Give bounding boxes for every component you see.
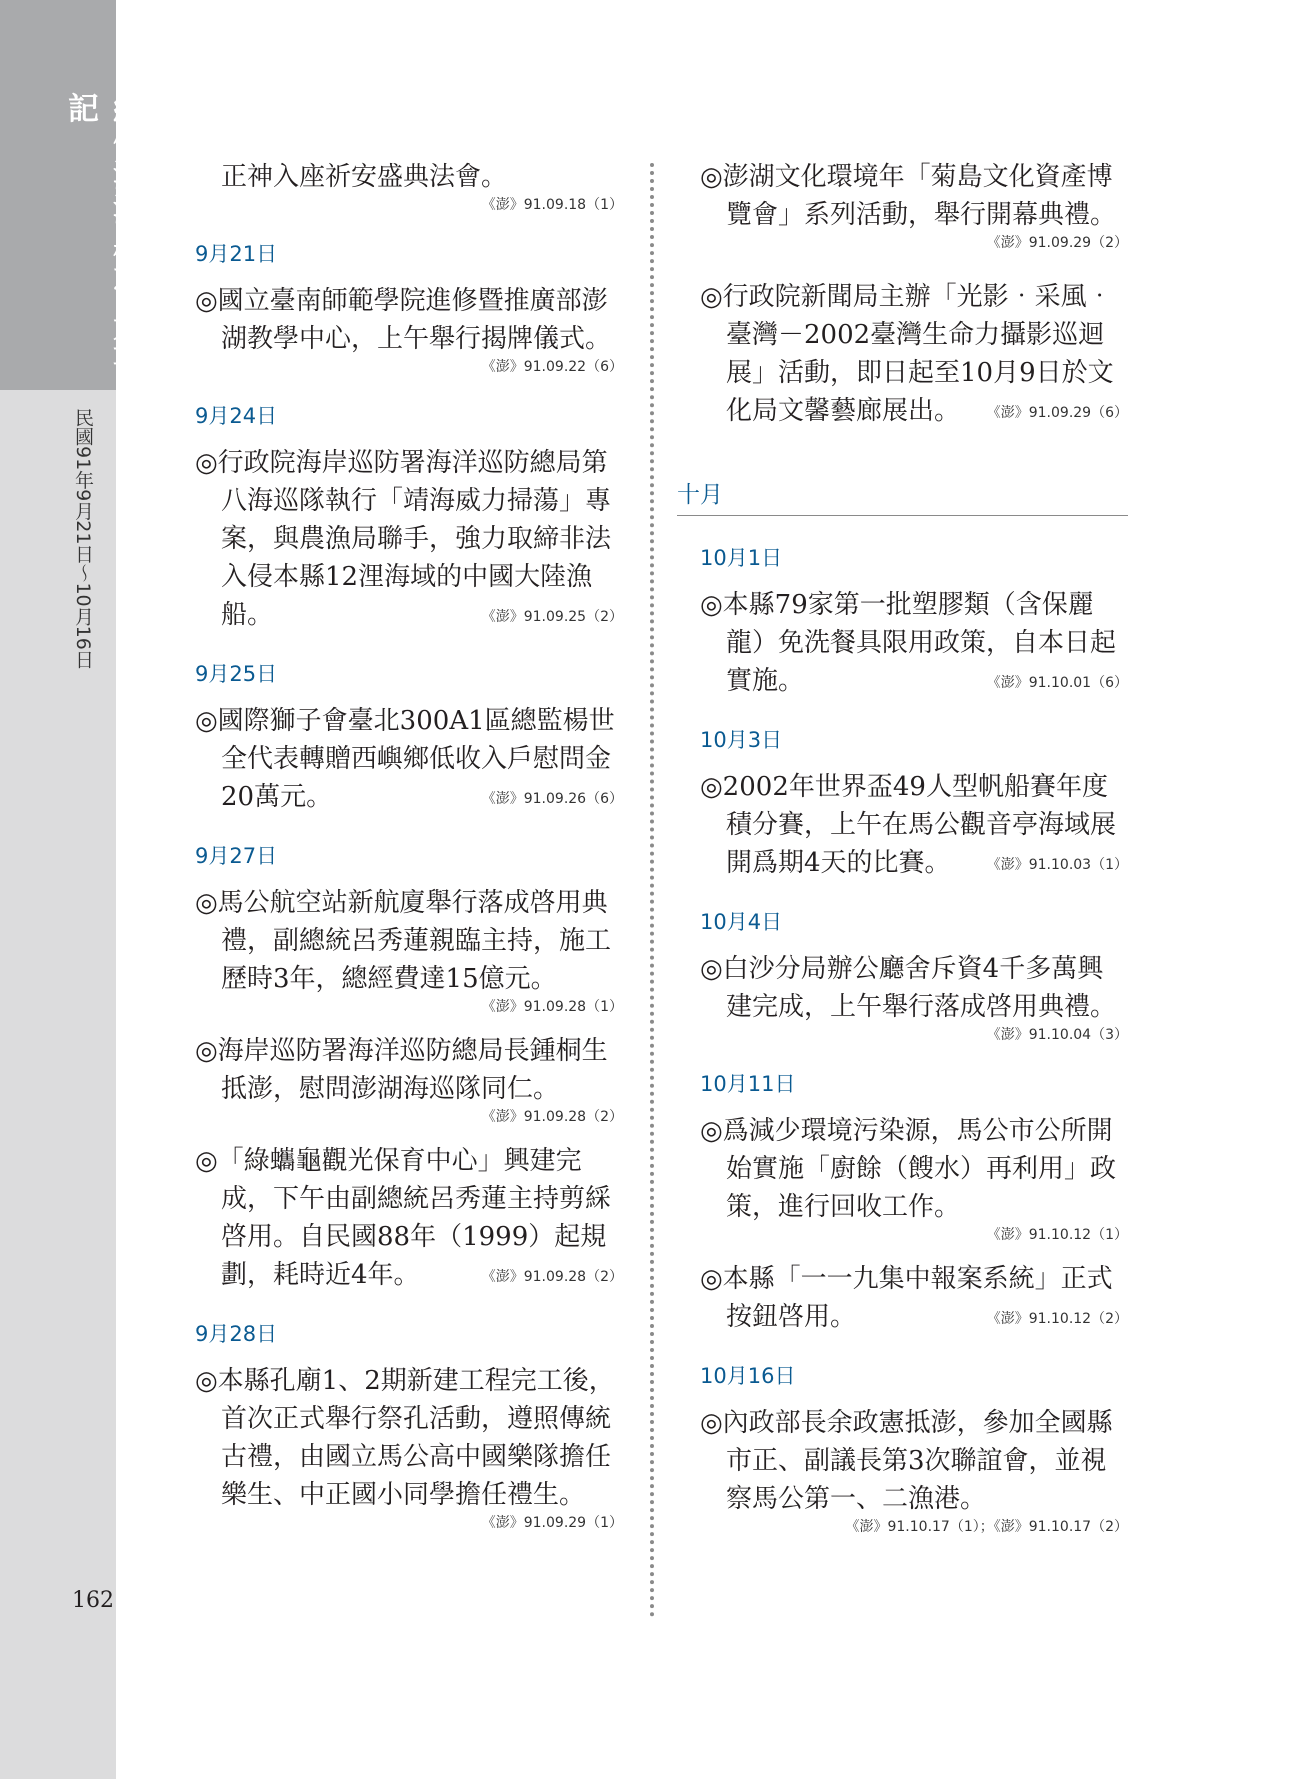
source-citation: 《澎》91.09.28（2）: [481, 1109, 623, 1125]
event-entry: [700, 768, 1128, 882]
event-entry: [700, 1404, 1128, 1536]
right-column: [677, 158, 1128, 1552]
source-citation: 《澎》91.10.12（2）: [986, 1311, 1128, 1327]
book-title: 續修澎湖縣志 大事記: [62, 92, 143, 378]
event-entry: [700, 586, 1128, 700]
date-heading: 9月21日: [195, 242, 278, 266]
event-text: ◎「綠蠵龜觀光保育中心」興建完成，下午由副總統呂秀蓮主持剪綵啓用。自民國88年（1999）起規劃，耗時近4年。: [195, 1146, 612, 1290]
source-citation: 《澎》91.09.28（1）: [481, 999, 623, 1015]
source-citation: 《澎》91.10.17（1）；《澎》91.10.17（2）: [845, 1519, 1128, 1535]
event-entry: [195, 282, 623, 376]
event-text: ◎行政院新聞局主辦「光影‧采風‧臺灣－2002臺灣生命力攝影巡迴展」活動，即日起至10月9日於文化局文馨藝廊展出。: [700, 282, 1114, 426]
source-citation: 《澎》91.09.29（1）: [481, 1515, 623, 1531]
source-citation: 《澎》91.09.28（2）: [481, 1269, 623, 1285]
date-heading: 10月11日: [700, 1072, 796, 1096]
source-citation: 《澎》91.09.25（2）: [481, 609, 623, 625]
month-heading: 十月: [677, 476, 1128, 516]
event-entry: [700, 1260, 1128, 1336]
event-entry: [195, 1032, 623, 1126]
event-text: ◎本縣孔廟1、2期新建工程完工後，首次正式舉行祭孔活動，遵照傳統古禮，由國立馬公高中國樂隊擔任樂生、中正國小同學擔任禮生。: [195, 1366, 615, 1510]
event-text: ◎爲減少環境污染源，馬公市公所開始實施「廚餘（餿水）再利用」政策，進行回收工作。: [700, 1116, 1117, 1222]
event-text: ◎海岸巡防署海洋巡防總局長鍾桐生抵澎，慰問澎湖海巡隊同仁。: [195, 1036, 608, 1104]
source-citation: 《澎》91.10.04（3）: [986, 1027, 1128, 1043]
date-heading: 10月3日: [700, 728, 783, 752]
event-text: ◎白沙分局辦公廳舍斥資4千多萬興建完成，上午舉行落成啓用典禮。: [700, 954, 1117, 1022]
event-text: ◎國立臺南師範學院進修暨推廣部澎湖教學中心，上午舉行揭牌儀式。: [195, 286, 612, 354]
event-entry: [195, 1362, 623, 1532]
event-text: ◎國際獅子會臺北300A1區總監楊世全代表轉贈西嶼鄉低收入戶慰問金20萬元。: [195, 706, 615, 812]
source-citation: 《澎》91.10.01（6）: [986, 675, 1128, 691]
source-citation: 《澎》91.10.12（1）: [986, 1227, 1128, 1243]
source-citation: 《澎》91.09.29（2）: [986, 235, 1128, 251]
sidebar-title-block: [0, 0, 143, 390]
date-heading: 9月24日: [195, 404, 278, 428]
event-entry: [195, 444, 623, 634]
event-text: ◎本縣79家第一批塑膠類（含保麗龍）免洗餐具限用政策，自本日起實施。: [700, 590, 1117, 696]
date-heading: 10月4日: [700, 910, 783, 934]
event-entry: [700, 158, 1128, 252]
source-citation: 《澎》91.09.26（6）: [481, 791, 623, 807]
date-heading: 10月1日: [700, 546, 783, 570]
date-heading: 10月16日: [700, 1364, 796, 1388]
date-heading: 9月27日: [195, 844, 278, 868]
date-heading: 9月28日: [195, 1322, 278, 1346]
event-text: ◎澎湖文化環境年「菊島文化資產博覽會」系列活動，舉行開幕典禮。: [700, 162, 1117, 230]
left-column: [195, 158, 623, 1548]
sidebar-date-range: 民國91年9月21日〜10月16日: [72, 408, 94, 669]
event-entry: [195, 884, 623, 1016]
event-entry: [195, 158, 623, 214]
event-entry: [700, 278, 1128, 430]
event-entry: [195, 1142, 623, 1294]
source-citation: 《澎》91.10.03（1）: [986, 857, 1128, 873]
sidebar: [0, 0, 143, 1779]
source-citation: 《澎》91.09.18（1）: [481, 197, 623, 213]
source-citation: 《澎》91.09.22（6）: [481, 359, 623, 375]
page-number: 162: [72, 1588, 114, 1613]
event-entry: [700, 1112, 1128, 1244]
event-text: ◎本縣「一一九集中報案系統」正式按鈕啓用。: [700, 1264, 1113, 1332]
event-text: ◎行政院海岸巡防署海洋巡防總局第八海巡隊執行「靖海威力掃蕩」專案，與農漁局聯手，強力取締非法入侵本縣12浬海域的中國大陸漁船。: [195, 448, 612, 630]
column-divider: [650, 163, 654, 1618]
source-citation: 《澎》91.09.29（6）: [986, 405, 1128, 421]
event-text: ◎馬公航空站新航廈舉行落成啓用典禮，副總統呂秀蓮親臨主持，施工歷時3年，總經費達15億元。: [195, 888, 612, 994]
event-text: 正神入座祈安盛典法會。: [221, 162, 508, 192]
event-entry: [700, 950, 1128, 1044]
date-heading: 9月25日: [195, 662, 278, 686]
event-text: ◎內政部長余政憲抵澎，參加全國縣市正、副議長第3次聯誼會，並視察馬公第一、二漁港。: [700, 1408, 1113, 1514]
event-entry: [195, 702, 623, 816]
event-text: ◎2002年世界盃49人型帆船賽年度積分賽，上午在馬公觀音亭海域展開爲期4天的比賽。: [700, 772, 1117, 878]
